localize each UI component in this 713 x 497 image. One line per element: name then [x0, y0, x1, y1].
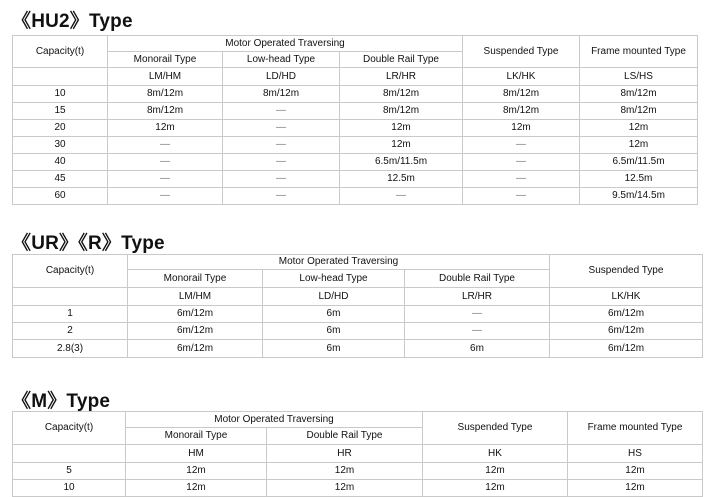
table-cell: 6m	[405, 340, 550, 358]
table-cell: —	[340, 188, 463, 205]
table-header-row	[13, 36, 698, 52]
table-cell: 6m	[263, 340, 405, 358]
table-row	[13, 137, 698, 154]
table-cell: —	[463, 137, 580, 154]
capacity-header: Capacity(t)	[13, 255, 128, 288]
table-cell: 12m	[267, 480, 423, 497]
motor-operated-traversing-header: Motor Operated Traversing	[108, 36, 463, 52]
hu2-type-title: 《HU2》Type	[12, 11, 133, 32]
table-cell: —	[405, 306, 550, 323]
table-row	[13, 323, 703, 340]
table-cell: —	[405, 323, 550, 340]
table-cell: 12m	[423, 480, 568, 497]
table-cell: 8m/12m	[580, 103, 698, 120]
table-cell: 8m/12m	[580, 86, 698, 103]
table-cell: —	[108, 188, 223, 205]
double-rail-type-header: Double Rail Type	[267, 428, 423, 445]
ur-r-spec-table	[12, 254, 703, 358]
motor-operated-traversing-header: Motor Operated Traversing	[128, 255, 550, 270]
table-row	[13, 120, 698, 137]
table-cell: —	[223, 154, 340, 171]
capacity-cell: 10	[13, 480, 126, 497]
table-row	[13, 306, 703, 323]
capacity-cell: 1	[13, 306, 128, 323]
table-cell: 12.5m	[580, 171, 698, 188]
table-cell: 6.5m/11.5m	[580, 154, 698, 171]
table-cell: —	[223, 188, 340, 205]
table-cell: 12m	[126, 463, 267, 480]
capacity-cell: 20	[13, 120, 108, 137]
suspended-type-header: Suspended Type	[550, 255, 703, 288]
table-row	[13, 340, 703, 358]
table-cell: 6m/12m	[128, 323, 263, 340]
model-code: LS/HS	[580, 68, 698, 86]
model-code: HK	[423, 445, 568, 463]
table-row	[13, 480, 703, 497]
table-header-row	[13, 412, 703, 428]
capacity-cell: 30	[13, 137, 108, 154]
model-code: LD/HD	[223, 68, 340, 86]
model-code-row	[13, 288, 703, 306]
double-rail-type-header: Double Rail Type	[405, 270, 550, 288]
capacity-cell: 10	[13, 86, 108, 103]
empty-cell	[13, 445, 126, 463]
monorail-type-header: Monorail Type	[126, 428, 267, 445]
table-row	[13, 154, 698, 171]
table-cell: 8m/12m	[463, 103, 580, 120]
capacity-cell: 15	[13, 103, 108, 120]
capacity-header: Capacity(t)	[13, 36, 108, 68]
table-cell: 12m	[568, 463, 703, 480]
table-cell: 8m/12m	[223, 86, 340, 103]
table-cell: 12.5m	[340, 171, 463, 188]
table-cell: 12m	[340, 137, 463, 154]
capacity-header: Capacity(t)	[13, 412, 126, 445]
empty-cell	[13, 68, 108, 86]
capacity-cell: 5	[13, 463, 126, 480]
capacity-cell: 60	[13, 188, 108, 205]
table-cell: 9.5m/14.5m	[580, 188, 698, 205]
table-cell: 12m	[580, 120, 698, 137]
table-cell: 6.5m/11.5m	[340, 154, 463, 171]
table-cell: —	[463, 154, 580, 171]
table-cell: —	[223, 120, 340, 137]
table-row	[13, 171, 698, 188]
model-code: LR/HR	[340, 68, 463, 86]
suspended-type-header: Suspended Type	[423, 412, 568, 445]
table-cell: 6m/12m	[550, 323, 703, 340]
model-code: HM	[126, 445, 267, 463]
table-cell: —	[108, 154, 223, 171]
table-cell: —	[108, 137, 223, 154]
table-cell: 12m	[126, 480, 267, 497]
table-row	[13, 463, 703, 480]
motor-operated-traversing-header: Motor Operated Traversing	[126, 412, 423, 428]
table-cell: 12m	[108, 120, 223, 137]
ur-r-type-title: 《UR》《R》Type	[12, 233, 165, 254]
capacity-cell: 2	[13, 323, 128, 340]
suspended-type-header: Suspended Type	[463, 36, 580, 68]
low-head-type-header: Low-head Type	[263, 270, 405, 288]
table-cell: 6m/12m	[550, 306, 703, 323]
table-cell: 12m	[267, 463, 423, 480]
table-cell: —	[108, 171, 223, 188]
table-cell: —	[463, 171, 580, 188]
capacity-cell: 2.8(3)	[13, 340, 128, 358]
table-row	[13, 103, 698, 120]
table-cell: 6m/12m	[128, 340, 263, 358]
model-code: HR	[267, 445, 423, 463]
m-spec-table	[12, 411, 703, 497]
table-cell: 12m	[463, 120, 580, 137]
table-cell: —	[223, 137, 340, 154]
table-cell: 8m/12m	[463, 86, 580, 103]
table-cell: 8m/12m	[108, 86, 223, 103]
model-code: HS	[568, 445, 703, 463]
table-cell: 8m/12m	[108, 103, 223, 120]
capacity-cell: 45	[13, 171, 108, 188]
table-row	[13, 86, 698, 103]
table-cell: 6m	[263, 323, 405, 340]
model-code: LK/HK	[550, 288, 703, 306]
table-cell: —	[223, 171, 340, 188]
table-cell: 6m/12m	[550, 340, 703, 358]
table-cell: 12m	[580, 137, 698, 154]
model-code: LM/HM	[108, 68, 223, 86]
table-row	[13, 188, 698, 205]
table-cell: —	[463, 188, 580, 205]
model-code: LM/HM	[128, 288, 263, 306]
table-cell: 6m	[263, 306, 405, 323]
monorail-type-header: Monorail Type	[128, 270, 263, 288]
model-code: LK/HK	[463, 68, 580, 86]
empty-cell	[13, 288, 128, 306]
monorail-type-header: Monorail Type	[108, 52, 223, 68]
model-code: LR/HR	[405, 288, 550, 306]
model-code: LD/HD	[263, 288, 405, 306]
table-cell: —	[223, 103, 340, 120]
frame-mounted-type-header: Frame mounted Type	[580, 36, 698, 68]
model-code-row	[13, 68, 698, 86]
m-type-title: 《M》Type	[12, 391, 111, 412]
model-code-row	[13, 445, 703, 463]
table-cell: 8m/12m	[340, 103, 463, 120]
capacity-cell: 40	[13, 154, 108, 171]
table-cell: 12m	[340, 120, 463, 137]
table-cell: 12m	[423, 463, 568, 480]
frame-mounted-type-header: Frame mounted Type	[568, 412, 703, 445]
table-cell: 12m	[568, 480, 703, 497]
low-head-type-header: Low-head Type	[223, 52, 340, 68]
hu2-spec-table	[12, 35, 698, 205]
double-rail-type-header: Double Rail Type	[340, 52, 463, 68]
table-header-row	[13, 255, 703, 270]
table-cell: 8m/12m	[340, 86, 463, 103]
table-cell: 6m/12m	[128, 306, 263, 323]
